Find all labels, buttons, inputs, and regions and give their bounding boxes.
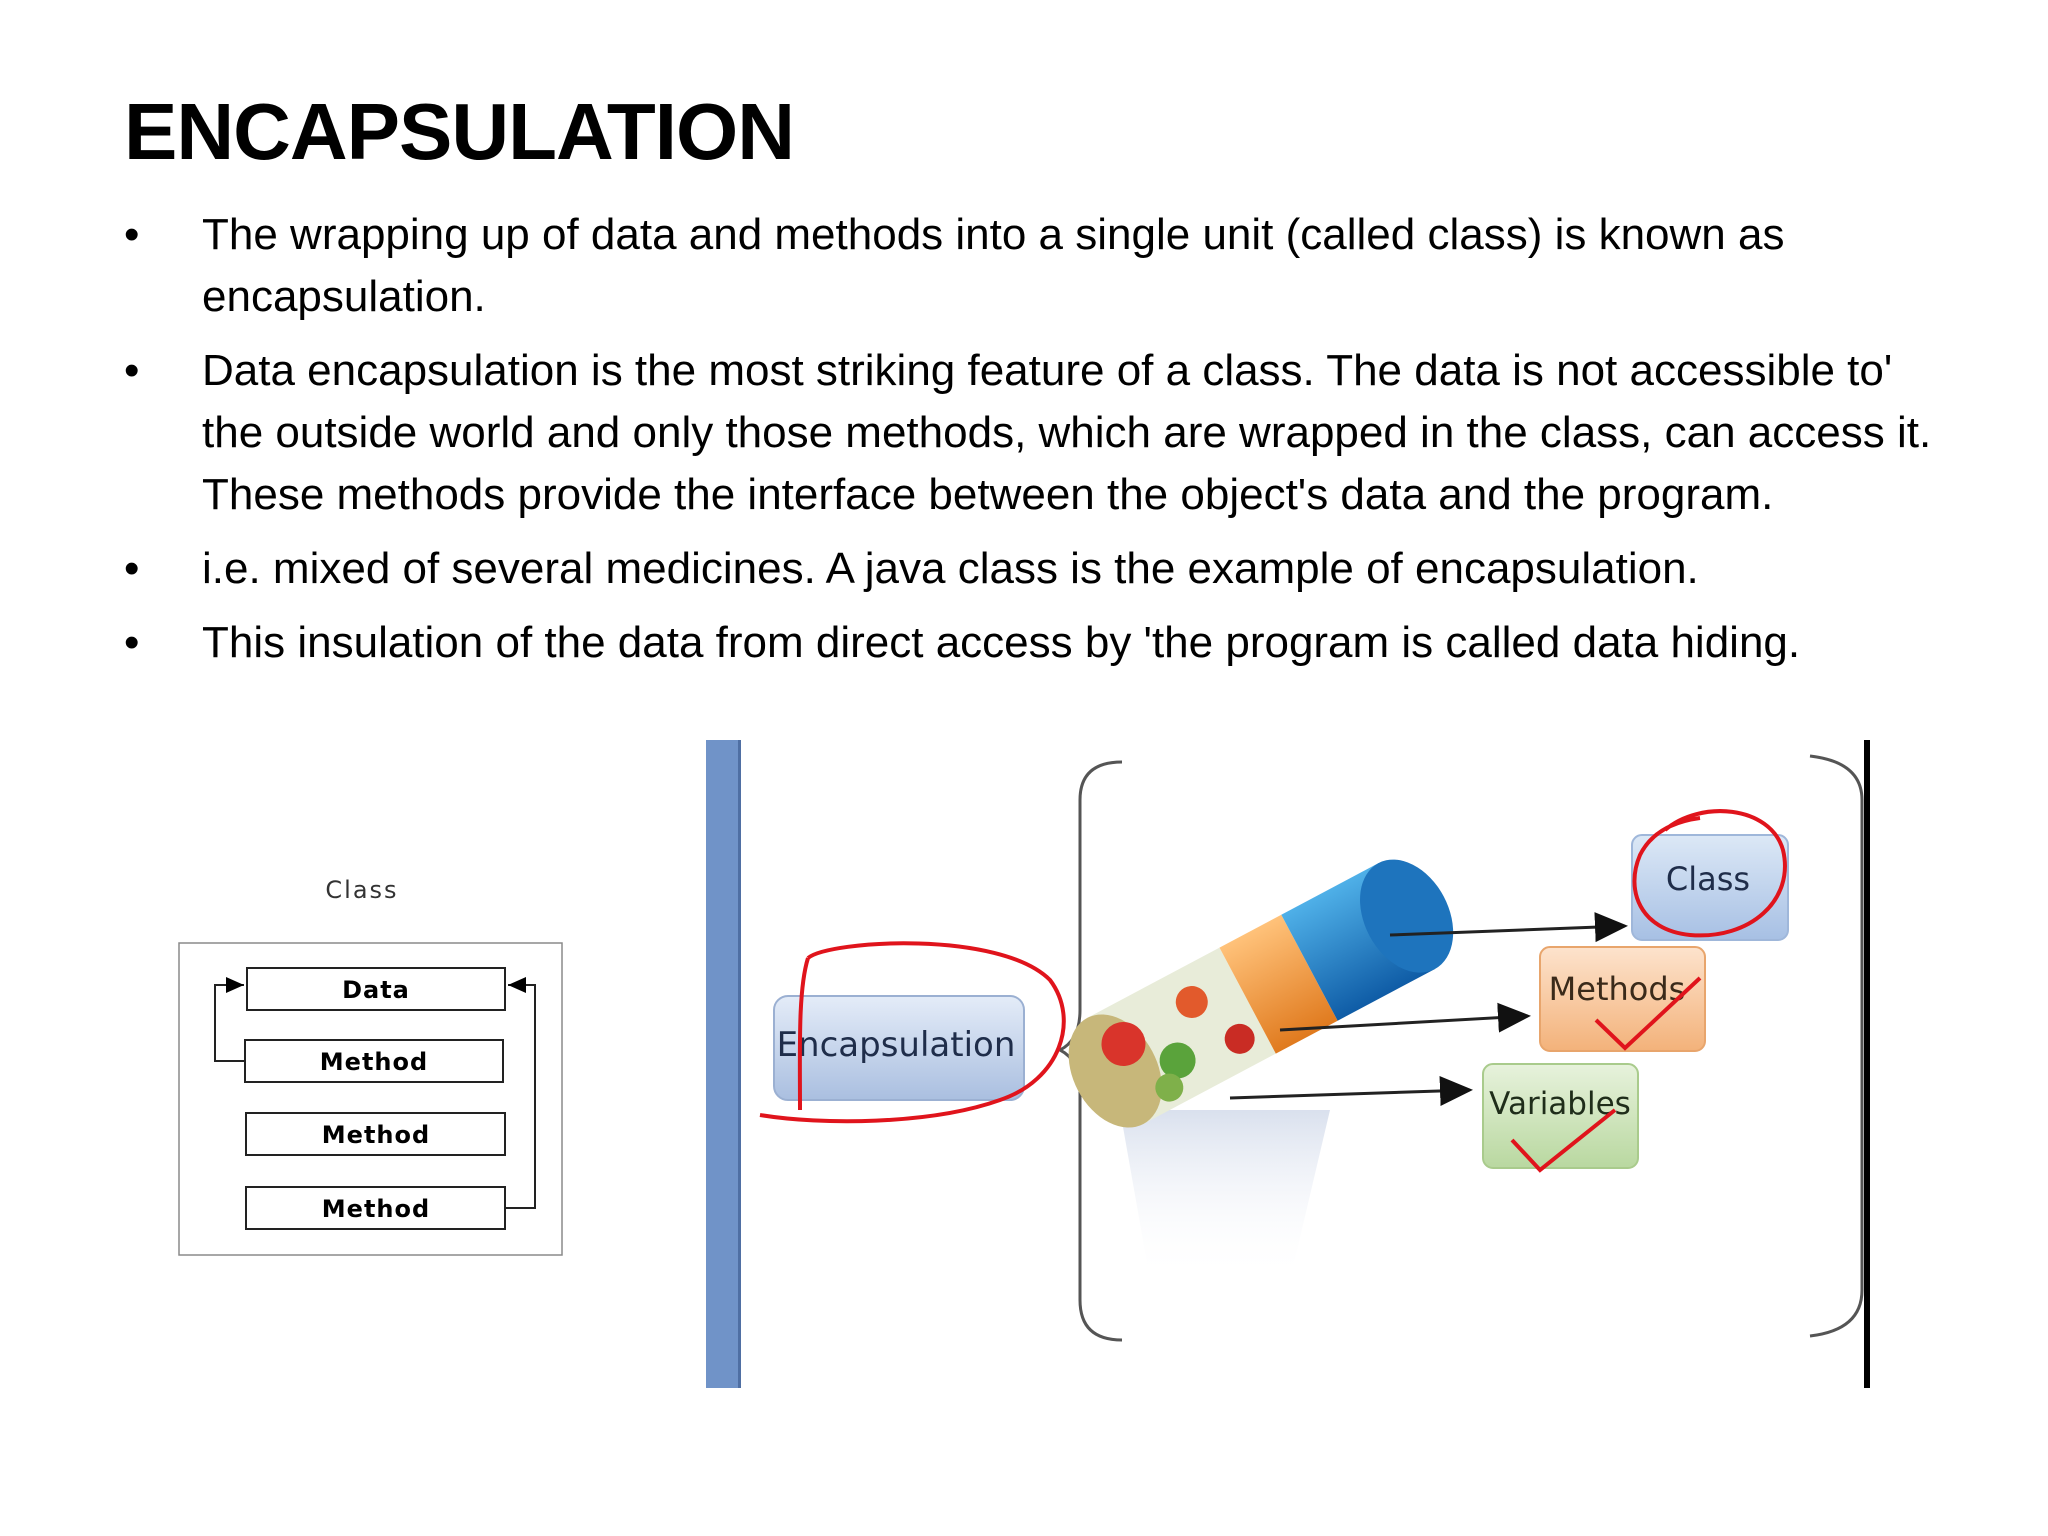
bullet-dot-icon: • (124, 210, 140, 259)
slide-title: ENCAPSULATION (124, 87, 794, 176)
method-label: Method (321, 1195, 431, 1223)
right-brace-icon (1810, 756, 1862, 1336)
bullet-text: Data encapsulation is the most striking feature of a class. The data is not accessible to' the outside world and only those methods, which are wrapped in the class, can access it. These methods provide the interface between the object's data and the program. (202, 346, 1932, 519)
methods-label: Methods (1548, 970, 1686, 1008)
bullet-text: i.e. mixed of several medicines. A java class is the example of encapsulation. (202, 544, 1699, 593)
class-label: Class (1665, 860, 1751, 898)
class-diagram-caption: Class (325, 876, 399, 904)
arrow-to-variables-icon (1230, 1090, 1470, 1098)
bullet-text: This insulation of the data from direct access by 'the program is called data hiding. (202, 618, 1801, 667)
method-label: Method (319, 1048, 429, 1076)
encapsulation-label: Encapsulation (776, 1025, 1016, 1065)
variables-label: Variables (1489, 1086, 1631, 1122)
bullet-text: The wrapping up of data and methods into a single unit (called class) is known as encapsulation. (202, 210, 1785, 321)
bullet-dot-icon: • (124, 346, 140, 395)
bullet-dot-icon: • (124, 618, 140, 667)
bullet-dot-icon: • (124, 544, 140, 593)
right-edge-bar (1864, 740, 1870, 1388)
class-diagram (179, 876, 562, 1255)
method-label: Method (321, 1121, 431, 1149)
capsule-icon (1050, 843, 1472, 1143)
data-label: Data (342, 976, 410, 1004)
capsule-diagram (706, 740, 1870, 1388)
side-bar (706, 740, 738, 1388)
